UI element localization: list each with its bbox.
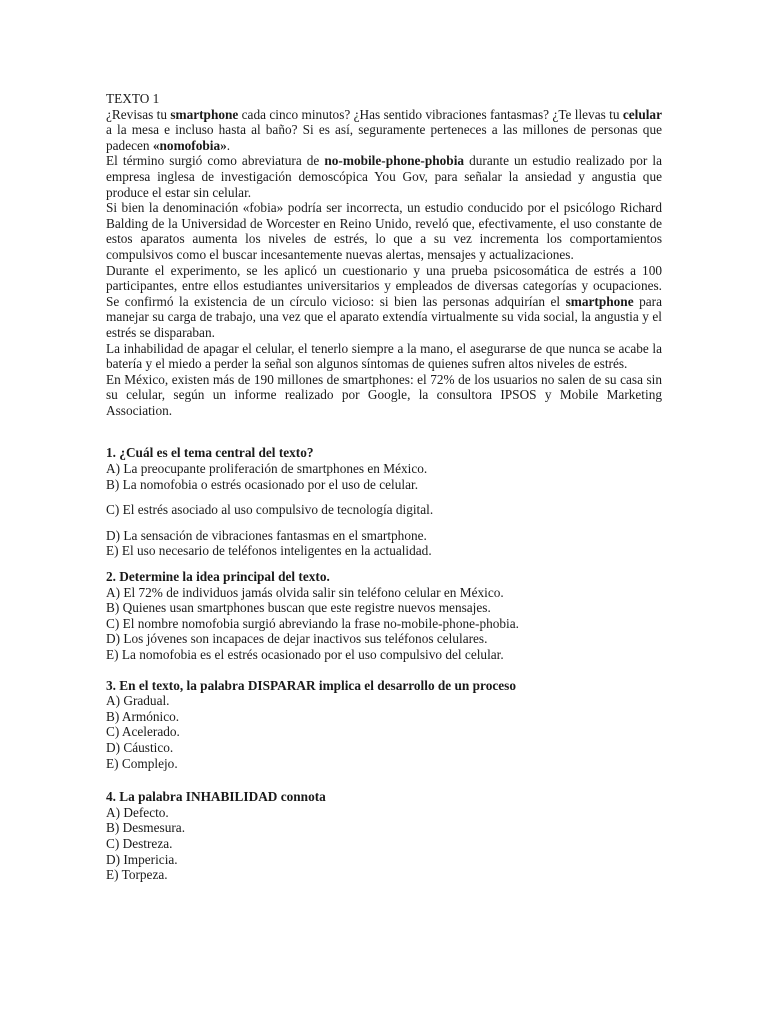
option-c: C) Acelerado. [106,724,180,740]
document-content [106,91,662,883]
question-1 [106,445,662,559]
option-c: C) Destreza. [106,835,173,851]
option-d: D) Los jóvenes son incapaces de dejar inactivos sus teléfonos celulares. [106,631,488,647]
option-e: E) Torpeza. [106,867,168,883]
text-run: La inhabilidad de apagar el celular, el tenerlo siempre a la mano, el asegurarse de que nunca se acabe la batería y el miedo a perder la señal son algunos síntomas de quienes sufren altos niveles de estrés. [106,340,662,372]
question-title: 3. En el texto, la palabra DISPARAR implica el desarrollo de un proceso [106,677,516,693]
option-b: B) Armónico. [106,708,180,724]
question-title: 2. Determine la idea principal del texto. [106,569,330,585]
option-c: C) El nombre nomofobia surgió abreviando la frase no-mobile-phone-phobia. [106,615,519,631]
question-2 [106,569,662,663]
option-e: E) El uso necesario de teléfonos inteligentes en la actualidad. [106,543,432,559]
option-e: E) La nomofobia es el estrés ocasionado por el uso compulsivo del celular. [106,647,504,662]
paragraph-6 [106,372,662,419]
option-a: A) La preocupante proliferación de smartphones en México. [106,461,428,477]
question-title: 1. ¿Cuál es el tema central del texto? [106,445,314,461]
paragraph-4 [106,263,662,341]
option-d: D) Cáustico. [106,739,174,755]
reading-text [106,107,662,419]
question-4 [106,789,662,883]
question-title: 4. La palabra INHABILIDAD connota [106,789,326,805]
text-run: . [226,137,231,153]
text-run: Si bien la denominación «fobia» podría ser incorrecta, un estudio conducido por el psicólogo Richard Balding de la Universidad de Worcester en Reino Unido, reveló que, efectivamente, el uso constante de estos aparatos aumenta los niveles de estrés, lo que a su vez incrementa los comportamientos compulsivos como el buscar incesantemente nuevas alertas, mensajes y actualizaciones. [106,200,662,262]
paragraph-3 [106,200,662,262]
paragraph-2 [106,153,662,200]
text-run: El término surgió como abreviatura de [106,153,325,169]
text-title: TEXTO 1 [106,91,160,106]
bold-term: celular [622,106,662,122]
paragraph-1 [106,107,662,154]
option-d: D) Impericia. [106,851,178,867]
bold-term: smartphone [565,293,634,309]
bold-term: no-mobile-phone-phobia [324,153,465,169]
option-b: B) La nomofobia o estrés ocasionado por el uso de celular. [106,476,419,492]
text-run: Durante el experimento, se les aplicó un cuestionario y una prueba psicosomática de estrés a 100 participantes, entre ellos estudiantes universitarios y empleados de diversas categorías y ocupaciones. Se confirmó la existencia de un círculo vicioso: si bien las personas adquirían el [106,262,662,309]
option-c: C) El estrés asociado al uso compulsivo de tecnología digital. [106,502,434,518]
text-run: En México, existen más de 190 millones de smartphones: el 72% de los usuarios no salen de su casa sin su celular, según un informe realizado por Google, la consultora IPSOS y Mobile Marketing Association. [106,371,662,418]
option-b: B) Quienes usan smartphones buscan que este registre nuevos mensajes. [106,600,491,616]
text-run: durante un estudio realizado por la empresa inglesa de investigación demoscópica You Gov, para señalar la ansiedad y angustia que produce el estar sin celular. [106,153,662,200]
option-a: A) El 72% de individuos jamás olvida salir sin teléfono celular en México. [106,584,504,600]
text-run: para manejar su carga de trabajo, una vez que el aparato extendía virtualmente su vida social, la angustia y el estrés se disparaban. [106,293,662,340]
option-b: B) Desmesura. [106,820,186,836]
option-a: A) Defecto. [106,804,169,820]
bold-term: «nomofobia» [152,137,227,153]
text-run: a la mesa e incluso hasta al baño? Si es así, seguramente perteneces a las millones de personas que padecen [106,122,662,153]
paragraph-5 [106,341,662,372]
question-3 [106,678,662,772]
option-a: A) Gradual. [106,693,170,709]
option-d: D) La sensación de vibraciones fantasmas en el smartphone. [106,527,427,543]
bold-term: smartphone [170,106,239,122]
option-e: E) Complejo. [106,755,178,771]
text-run: ¿Revisas tu [106,106,171,122]
text-run: cada cinco minutos? ¿Has sentido vibraciones fantasmas? ¿Te llevas tu [238,106,623,122]
